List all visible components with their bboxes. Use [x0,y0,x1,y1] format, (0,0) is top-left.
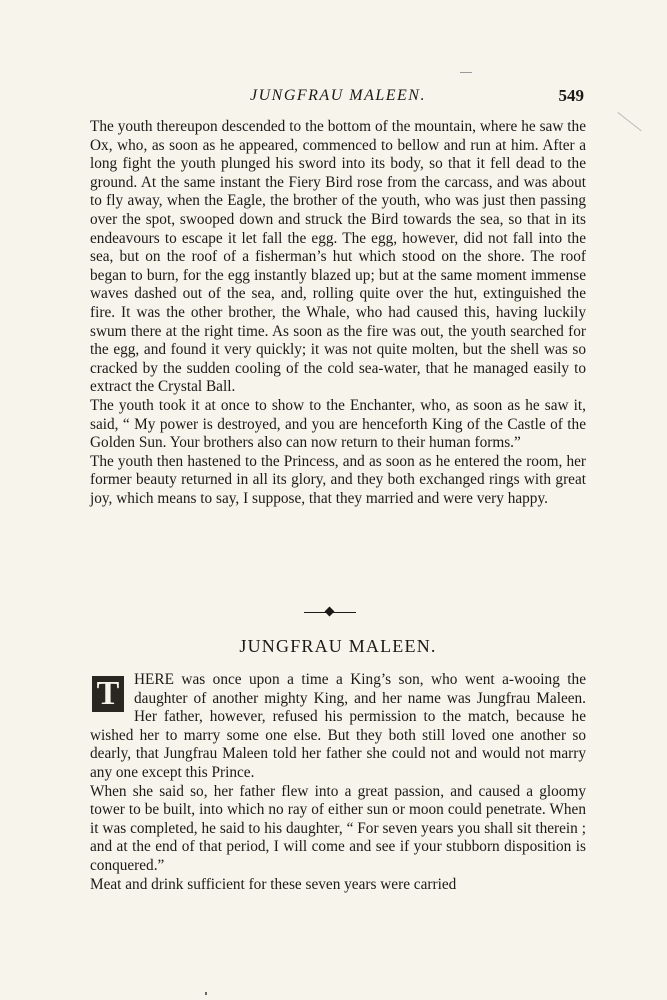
opening-paragraph [90,671,586,783]
divider-diamond-icon [325,607,335,617]
paragraph: The youth took it at once to show to the Enchanter, who, as soon as he saw it, said, “ My power is destroyed, and you are henceforth King of the Castle of the Golden Sun. Your brothers also can now return to their human forms.” [90,396,586,452]
story-title: JUNGFRAU MALEEN. [239,636,437,656]
page-number: 549 [558,86,584,105]
print-speck [205,992,207,995]
paragraph: The youth then hastened to the Princess, and as soon as he entered the room, her former beauty returned in all its glory, and they both exchanged rings with great joy, which means to say, I suppose, that they married and were very happy. [90,452,586,507]
section-divider-ornament [290,606,370,620]
header-rule-mark [460,72,472,73]
paragraph: Meat and drink sufficient for these seven years were carried [90,875,457,893]
paragraph: The youth thereupon descended to the bottom of the mountain, where he saw the Ox, who, as soon as he appeared, commenced to bellow and run at him. After a long fight the youth plunged his sword into its body, so that it fell dead to the ground. At the same instant the Fiery Bird rose from the carcass, and was about to fly away, when the Eagle, the brother of the youth, who was just then passing over the spot, swooped down and struck the Bird towards the sea, so that in its endeavours to escape it let fall the egg. The egg, however, did not fall into the sea, but on the roof of a fisherman’s hut which stood on the shore. The roof began to burn, for the egg instantly blazed up; but at the same moment immense waves dashed out of the sea, and, rolling quite over the hut, extinguished the fire. It was the other brother, the Whale, who had caused this, having luckily swum there at the right time. As soon as the fire was out, the youth searched for the egg, and found it very quickly; it was not quite molten, but the shell was so cracked by the sudden cooling of the cold sea-water, that he managed easily to extract the Crystal Ball. [90,118,586,396]
paragraph: When she said so, her father flew into a great passion, and caused a gloomy tower to be built, into which no ray of either sun or moon could penetrate. When it was completed, he said to his daughter, “ For seven years you shall sit therein ; and at the end of that period, I will come and see if your stubborn disposition is conquered.” [90,782,586,874]
page-corner-mark [617,112,641,131]
running-head [90,84,586,110]
story-text [90,671,586,894]
previous-story-text [90,118,586,508]
opening-text: HERE was once upon a time a King’s son, who went a-wooing the daughter of another mighty King, and her name was Jungfrau Maleen. Her father, however, refused his permission to the match, because he wished her to marry some one else. But they both still loved one another so dearly, that Jungfrau Maleen told her father she could not and would not marry any one except this Prince. [90,671,586,781]
drop-cap: T [90,674,126,714]
running-title: JUNGFRAU MALEEN. [250,87,426,104]
